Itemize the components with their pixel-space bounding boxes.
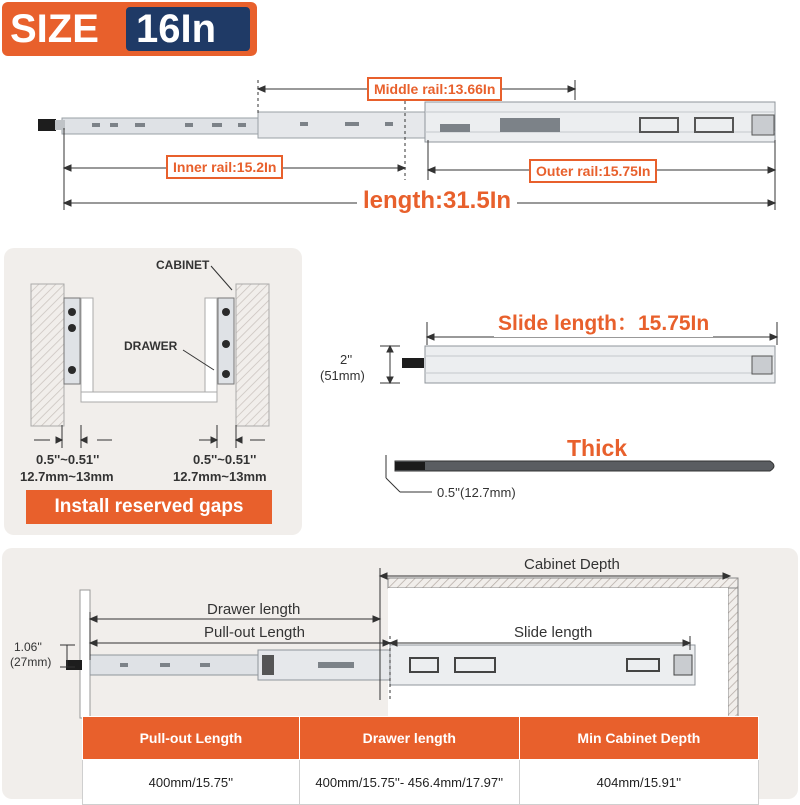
bottom-outer-rail: [390, 645, 695, 685]
cell-min-cabinet-depth: 404mm/15.91'': [519, 760, 758, 805]
install-gaps-banner: Install reserved gaps: [26, 490, 272, 524]
cell-pullout-length: 400mm/15.75'': [83, 760, 300, 805]
header-pullout-length: Pull-out Length: [83, 717, 300, 760]
outer-rail-label: Outer rail:15.75In: [529, 159, 657, 183]
slide-height-mm: (51mm): [320, 368, 365, 383]
gap-left-mm: 12.7mm~13mm: [20, 469, 114, 484]
middle-rail-label: Middle rail:13.66In: [367, 77, 502, 101]
side-height-mm: (27mm): [10, 655, 52, 669]
spec-table-row: [83, 760, 759, 805]
inner-rail-label: Inner rail:15.2In: [166, 155, 283, 179]
header-drawer-length: Drawer length: [299, 717, 519, 760]
pullout-length-label: Pull-out Length: [204, 624, 305, 641]
gap-right-mm: 12.7mm~13mm: [173, 469, 267, 484]
drawer-label: DRAWER: [124, 339, 178, 353]
thick-value: 0.5''(12.7mm): [437, 485, 516, 500]
cabinet-top: [388, 578, 738, 588]
drawer-length-label: Drawer length: [207, 601, 301, 618]
total-length-label: length:31.5In: [357, 187, 517, 215]
slide-height-inches: 2'': [340, 352, 353, 367]
size-word: SIZE: [10, 7, 99, 51]
gap-left-inches: 0.5''~0.51'': [36, 452, 100, 467]
gap-right-inches: 0.5''~0.51'': [193, 452, 257, 467]
cell-drawer-length: 400mm/15.75''- 456.4mm/17.97'': [299, 760, 519, 805]
cabinet-label: CABINET: [156, 258, 210, 272]
spec-table: [82, 716, 759, 805]
slide-length-bottom-label: Slide length: [514, 624, 593, 641]
thick-title: Thick: [567, 435, 628, 461]
header-min-cabinet-depth: Min Cabinet Depth: [519, 717, 758, 760]
bottom-inner-rail: [90, 655, 260, 675]
spec-table-header-row: [83, 717, 759, 760]
size-value: 16In: [136, 7, 217, 51]
cabinet-back: [728, 588, 738, 718]
cabinet-depth-label: Cabinet Depth: [524, 556, 620, 573]
slide-length-label: Slide length：15.75In: [494, 307, 713, 337]
side-height-inches: 1.06'': [14, 640, 42, 654]
drawer-front-panel: [80, 590, 90, 718]
